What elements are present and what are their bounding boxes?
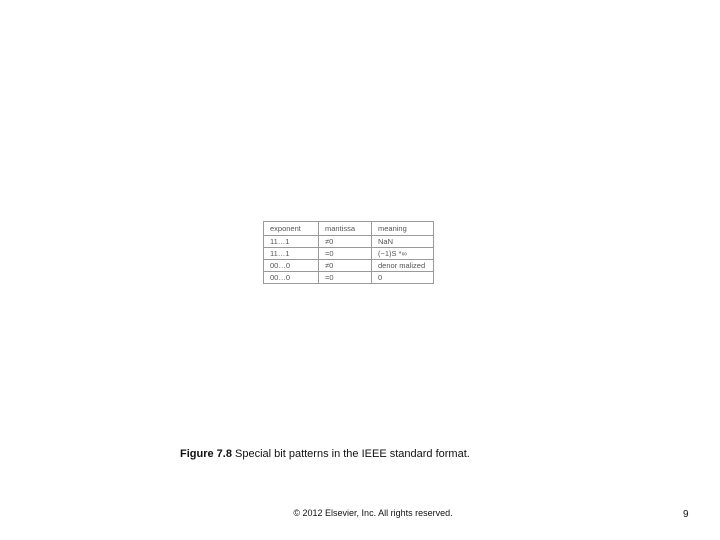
- cell-mantissa: =0: [319, 272, 372, 284]
- cell-exponent: 11…1: [264, 236, 319, 248]
- cell-mantissa: ≠0: [319, 260, 372, 272]
- cell-mantissa: =0: [319, 248, 372, 260]
- cell-exponent: 11…1: [264, 248, 319, 260]
- cell-mantissa: ≠0: [319, 236, 372, 248]
- cell-meaning: denor malized: [372, 260, 434, 272]
- header-meaning: meaning: [372, 222, 434, 236]
- table-row: [264, 260, 434, 272]
- page-number: 9: [683, 509, 689, 520]
- cell-exponent: 00…0: [264, 272, 319, 284]
- bit-pattern-table: [263, 221, 434, 284]
- cell-meaning: 0: [372, 272, 434, 284]
- table-row: [264, 248, 434, 260]
- header-exponent: exponent: [264, 222, 319, 236]
- table-row: [264, 272, 434, 284]
- cell-exponent: 00…0: [264, 260, 319, 272]
- figure-label: Figure 7.8: [180, 448, 232, 460]
- table-header-row: [264, 222, 434, 236]
- caption-text: Special bit patterns in the IEEE standard format.: [231, 448, 470, 460]
- table-row: [264, 236, 434, 248]
- copyright-footer: © 2012 Elsevier, Inc. All rights reserved.: [293, 508, 453, 518]
- cell-meaning: NaN: [372, 236, 434, 248]
- figure-caption: [180, 448, 470, 460]
- cell-meaning: (−1)S *∞: [372, 248, 434, 260]
- header-mantissa: mantissa: [319, 222, 372, 236]
